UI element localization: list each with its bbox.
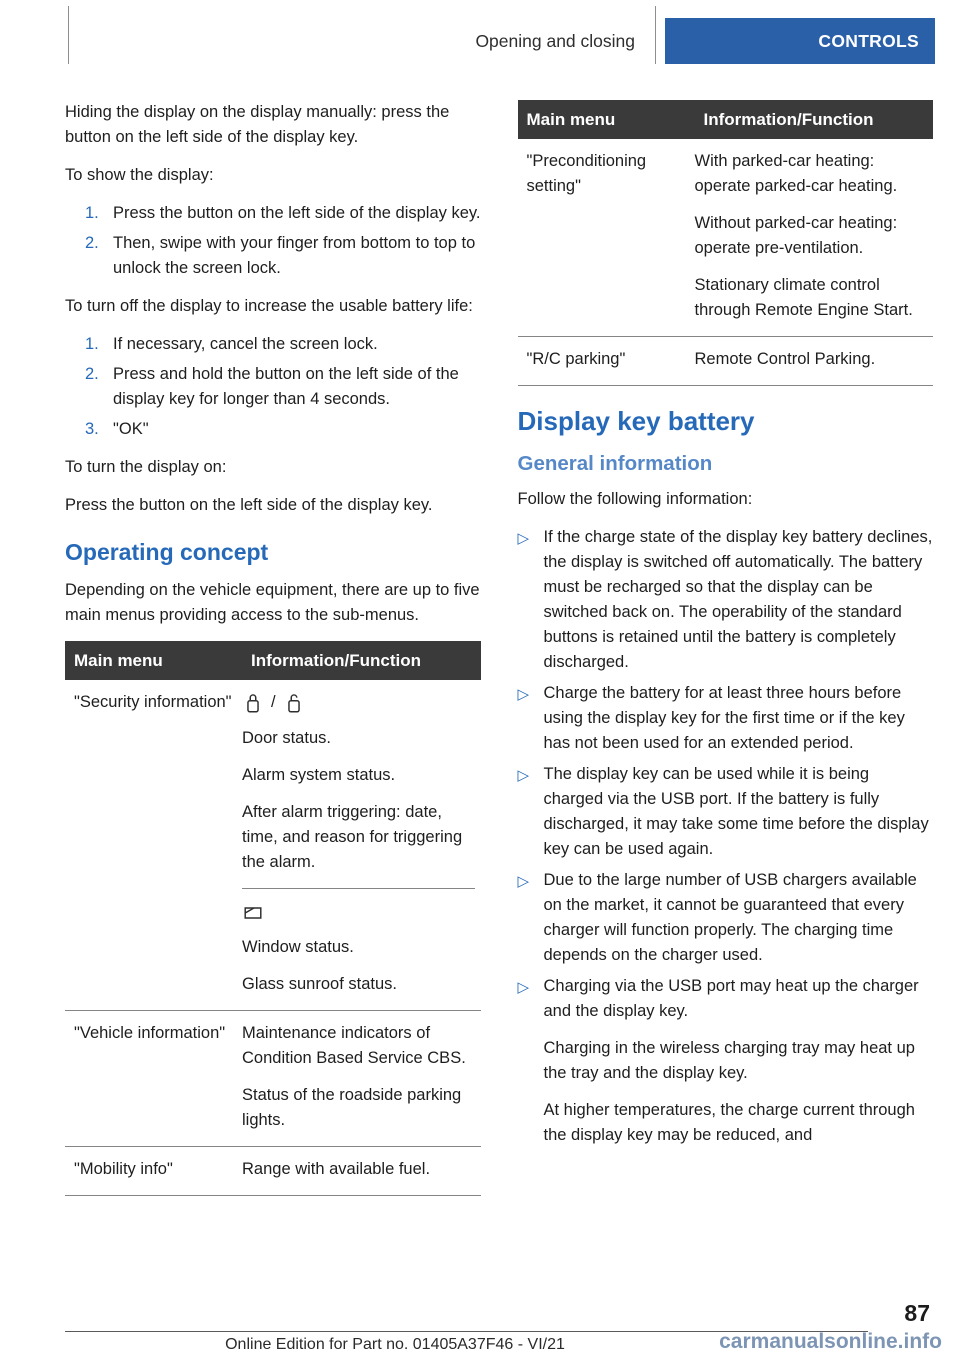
header-divider-rule [655, 6, 656, 64]
info-text: Remote Control Parking. [694, 350, 876, 368]
table-header-information-function: Information/Function [703, 110, 874, 129]
menu-cell: "Vehicle information" [74, 1024, 226, 1042]
paragraph-higher-temperatures: At higher temperatures, the charge current through the display key may be reduced, and [543, 1101, 915, 1144]
triangle-bullet-icon: ▷ [517, 767, 530, 784]
table-header-main-menu: Main menu [74, 651, 163, 670]
step-text: Then, swipe with your finger from bottom to top to unlock the screen lock. [113, 234, 476, 277]
step-text: Press and hold the button on the left side of the display key for longer than 4 seconds. [113, 365, 459, 408]
lock-open-icon [283, 692, 305, 714]
info-text: Stationary climate control through Remote Engine Start. [694, 276, 913, 319]
content-columns [65, 100, 933, 1200]
info-text: After alarm triggering: date, time, and reason for triggering the alarm. [242, 803, 463, 871]
paragraph-hiding-display: Hiding the display on the display manually: press the button on the left side of the display key. [65, 103, 450, 146]
step-number: 2. [85, 234, 99, 252]
step-number: 1. [85, 204, 99, 222]
list-item [518, 525, 934, 675]
icon-separator: / [271, 693, 276, 711]
step-number: 2. [85, 365, 99, 383]
watermark: carmanualsonline.info [719, 1330, 942, 1353]
paragraph-press-button: Press the button on the left side of the display key. [65, 496, 433, 514]
table-header-row [65, 641, 481, 680]
turn-off-steps [65, 332, 481, 442]
menu-cell: "Mobility info" [74, 1160, 173, 1178]
page-header [68, 6, 935, 64]
menu-cell: "Preconditioning setting" [526, 152, 647, 195]
triangle-bullet-icon: ▷ [517, 979, 530, 996]
show-display-steps [65, 201, 481, 281]
window-status-icon [242, 902, 264, 924]
table-row-mobility-info [65, 1146, 481, 1195]
info-text: Glass sunroof status. [242, 975, 397, 993]
table-header-main-menu: Main menu [526, 110, 616, 129]
paragraph-wireless-charging: Charging in the wireless charging tray may heat up the tray and the display key. [543, 1039, 915, 1082]
menu-cell: "Security information" [74, 693, 232, 711]
main-menu-table-left [65, 641, 481, 1196]
right-column [518, 100, 934, 1200]
paragraph-turn-on-display: To turn the display on: [65, 458, 227, 476]
heading-general-information: General information [517, 452, 713, 475]
step-text: "OK" [113, 420, 149, 438]
cell-divider [242, 888, 475, 889]
bullet-text: Charge the battery for at least three hours before using the display key for the first time or if the key has not been used for an extended period. [543, 684, 905, 752]
info-cell [242, 1157, 481, 1182]
paragraph-follow: Follow the following information: [517, 490, 753, 508]
triangle-bullet-icon: ▷ [517, 873, 530, 890]
door-status-icons [242, 690, 475, 715]
table-row-vehicle-information [65, 1010, 481, 1146]
list-item [65, 231, 481, 281]
list-item [65, 417, 481, 442]
info-cell [695, 347, 934, 372]
menu-cell: "R/C parking" [526, 350, 626, 368]
battery-information-list [518, 525, 934, 1148]
main-menu-table-right [518, 100, 934, 386]
step-text: If necessary, cancel the screen lock. [113, 335, 378, 353]
bullet-text: If the charge state of the display key battery declines, the display is switched off automatically. The battery must be recharged so that the display can be switched back on. The operability of the standard buttons is retained until the battery is completely discharged. [543, 528, 933, 671]
step-text: Press the button on the left side of the display key. [113, 204, 481, 222]
paragraph-turn-off-display: To turn off the display to increase the usable battery life: [65, 297, 473, 315]
heading-display-key-battery: Display key battery [517, 406, 755, 436]
table-row-rc-parking [518, 336, 934, 385]
info-text: Maintenance indicators of Condition Based Service CBS. [242, 1024, 466, 1067]
table-header-information-function: Information/Function [251, 651, 421, 670]
list-item [518, 762, 934, 862]
heading-operating-concept: Operating concept [65, 539, 269, 565]
paragraph-show-display: To show the display: [65, 166, 214, 184]
paragraph-depending: Depending on the vehicle equipment, there are up to five main menus providing access to the sub-menus. [65, 581, 480, 624]
edition-note: Online Edition for Part no. 01405A37F46 - VI/21 [225, 1336, 565, 1353]
info-text: Door status. [242, 729, 331, 747]
bullet-text: Charging via the USB port may heat up the charger and the display key. [543, 977, 919, 1020]
bullet-text: Due to the large number of USB chargers available on the market, it cannot be guaranteed that every charger will function properly. The charging time depends on the charger used. [543, 871, 917, 964]
info-text: Status of the roadside parking lights. [242, 1086, 462, 1129]
triangle-bullet-icon: ▷ [517, 686, 530, 703]
step-number: 3. [85, 420, 99, 438]
list-item [518, 974, 934, 1024]
list-item [65, 362, 481, 412]
info-text: Window status. [242, 938, 354, 956]
info-text: Alarm system status. [242, 766, 396, 784]
info-text: Range with available fuel. [242, 1160, 431, 1178]
info-cell [695, 149, 934, 323]
chapter-badge: CONTROLS [665, 18, 935, 64]
list-item [518, 868, 934, 968]
info-cell [242, 690, 481, 997]
table-row-security-information [65, 680, 481, 1010]
lock-closed-icon [242, 692, 264, 714]
table-row-preconditioning-setting [518, 139, 934, 336]
step-number: 1. [85, 335, 99, 353]
page-number: 87 [904, 1300, 930, 1326]
list-item [518, 681, 934, 756]
info-text: Without parked-car heating: operate pre-ventilation. [694, 214, 898, 257]
table-header-row [518, 100, 934, 139]
left-column [65, 100, 481, 1200]
bullet-text: The display key can be used while it is being charged via the USB port. If the battery is fully discharged, it may take some time before the display key can be used again. [543, 765, 929, 858]
list-item [65, 201, 481, 226]
info-cell [242, 1021, 481, 1133]
list-item [65, 332, 481, 357]
window-status-icons [242, 902, 475, 924]
info-text: With parked-car heating: operate parked-car heating. [694, 152, 898, 195]
triangle-bullet-icon: ▷ [517, 530, 530, 547]
section-title: Opening and closing [475, 31, 635, 51]
